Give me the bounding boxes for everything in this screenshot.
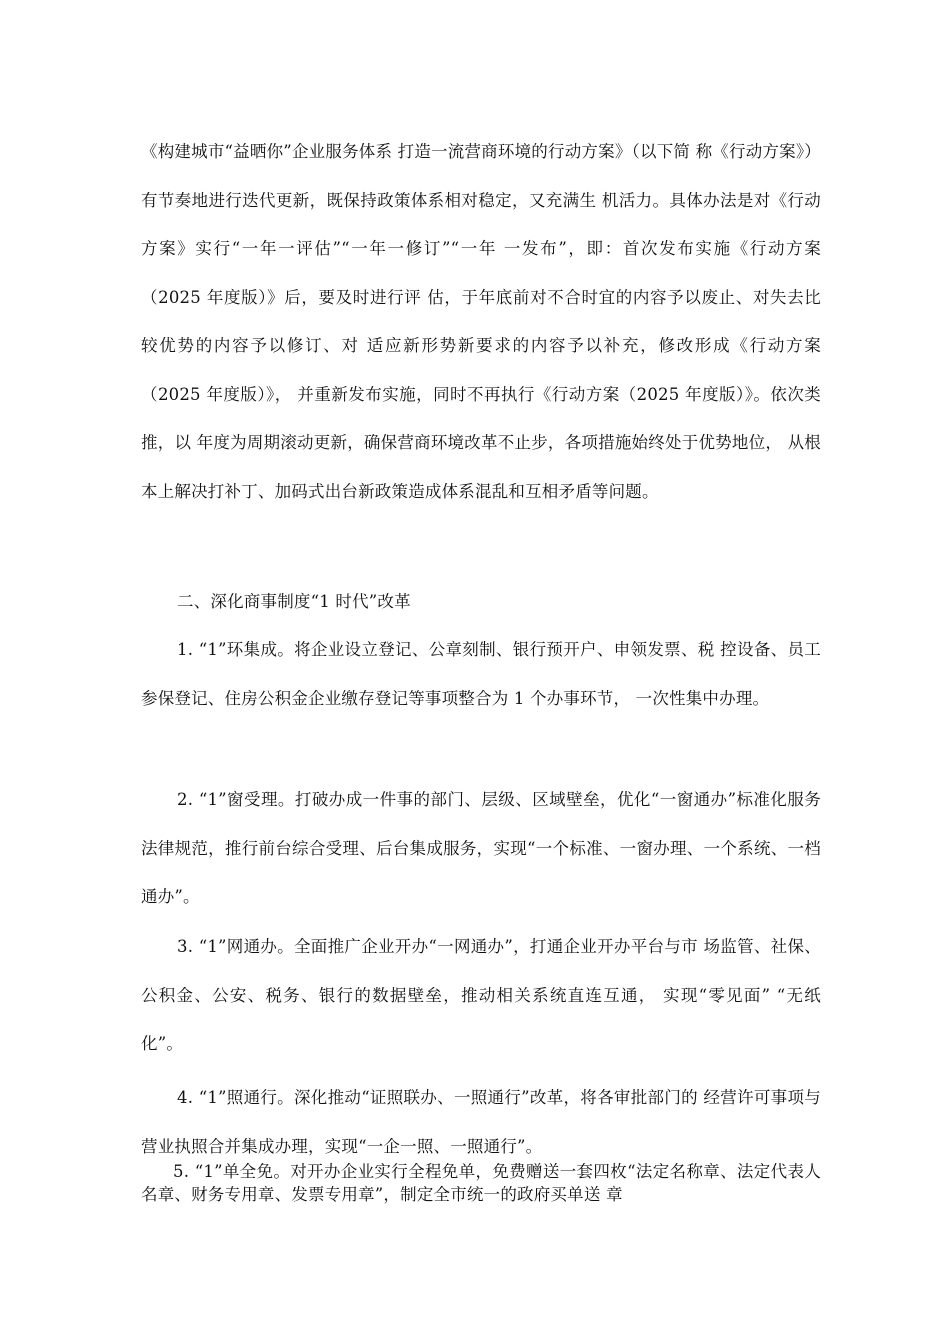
- intro-paragraph: 《构建城市“益晒你”企业服务体系 打造一流营商环境的行动方案》（以下简 称《行动方案》）有节奏地进行迭代更新，既保持政策体系相对稳定，又充满生 机活力。具体办法是对《行动方案》实行“一年一评估”“一年一修订”“一年 一发布”，即：首次发布实施《行动方案（2025 年度版）》后，要及时进行评 估，于年底前对不合时宜的内容予以废止、对失去比较优势的内容予以修订、对 适应新形势新要求的内容予以补充，修改形成《行动方案（2025 年度版）》， 并重新发布实施，同时不再执行《行动方案（2025 年度版）》。依次类推，以 年度为周期滚动更新，确保营商环境改革不止步，各项措施始终处于优势地位， 从根本上解决打补丁、加码式出台新政策造成体系混乱和互相矛盾等问题。: [141, 142, 821, 501]
- list-item-3: 3. “1”网通办。全面推广企业开办“一网通办”，打通企业开办平台与市 场监管、社保、公积金、公安、税务、银行的数据壁垒，推动相关系统直连互通， 实现“零见面” “无纸化”。: [141, 937, 821, 1053]
- list-item-1: 1. “1”环集成。将企业设立登记、公章刻制、银行预开户、申领发票、税 控设备、员工参保登记、住房公积金企业缴存登记等事项整合为 1 个办事环节， 一次性集中办理。: [141, 640, 821, 708]
- section-heading: 二、深化商事制度“1 时代”改革: [177, 592, 411, 611]
- list-item-2: 2. “1”窗受理。打破办成一件事的部门、层级、区域壁垒，优化“一窗通办”标准化服务法律规范，推行前台综合受理、后台集成服务，实现“一个标准、一窗办理、一个系统、一档通办”。: [141, 790, 821, 906]
- list-item-5: 5. “1”单全免。对开办企业实行全程免单，免费赠送一套四枚“法定名称章、法定代表人名章、财务专用章、发票专用章”，制定全市统一的政府买单送 章: [141, 1162, 821, 1204]
- list-item-4: 4. “1”照通行。深化推动“证照联办、一照通行”改革，将各审批部门的 经营许可事项与营业执照合并集成办理，实现“一企一照、一照通行”。: [141, 1088, 821, 1156]
